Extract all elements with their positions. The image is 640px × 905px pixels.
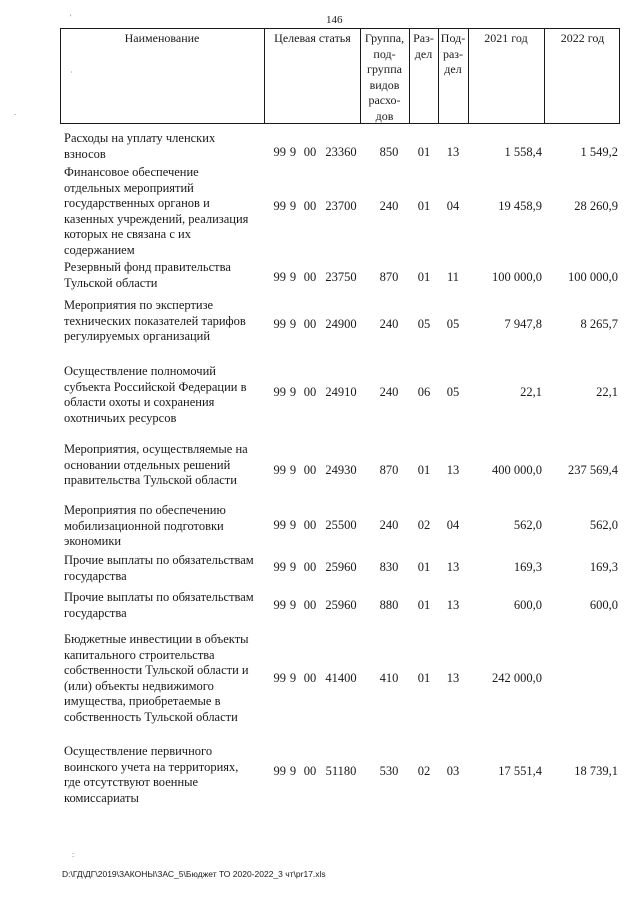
cell-v2021: 242 000,0 (492, 671, 542, 685)
cell-p4: 24910 (325, 385, 357, 399)
cell-p4: 51180 (325, 764, 357, 778)
row-name-line: Финансовое обеспечение (64, 165, 199, 179)
cell-v2021: 19 458,9 (498, 199, 542, 213)
cell-p3: 00 (303, 270, 317, 284)
cell-group: 530 (379, 764, 399, 778)
row-name-line: собственности Тульской области и (64, 663, 249, 678)
header-razdel (409, 31, 438, 62)
cell-podrazdel: 13 (446, 671, 460, 685)
cell-group: 240 (379, 385, 399, 399)
row-name-line: Мероприятия, осуществляемые на (64, 442, 248, 456)
cell-p2: 9 (289, 270, 297, 284)
cell-p2: 9 (289, 199, 297, 213)
cell-p3: 00 (303, 518, 317, 532)
row-name-line: охотничьих ресурсов (64, 410, 177, 425)
row-name (64, 165, 270, 259)
cell-v2021: 17 551,4 (498, 764, 542, 778)
cell-p2: 9 (289, 598, 297, 612)
row-name (64, 590, 270, 621)
row-name-line: отдельных мероприятий (64, 180, 194, 195)
cell-podrazdel: 13 (446, 463, 460, 477)
row-name (64, 364, 270, 426)
cell-p2: 9 (289, 317, 297, 331)
cell-p4: 23750 (325, 270, 357, 284)
header-name: Наименование (124, 31, 200, 45)
cell-p2: 9 (289, 145, 297, 159)
header-podrazdel (438, 31, 468, 78)
row-name-line: экономики (64, 534, 122, 549)
cell-p2: 9 (289, 671, 297, 685)
cell-razdel: 01 (417, 145, 431, 159)
cell-v2021: 1 558,4 (504, 145, 542, 159)
row-name-line: (или) объекты недвижимого (64, 678, 214, 693)
cell-razdel: 01 (417, 598, 431, 612)
cell-p4: 25960 (325, 598, 357, 612)
header-2022: 2022 год (560, 31, 605, 45)
footer-file-path: D:\ГД\ДГ\2019\ЗАКОНЫ\ЗАС_5\Бюджет ТО 2020-2022_3 чт\pr17.xls (62, 869, 326, 879)
row-name-line: Осуществление первичного (64, 744, 213, 758)
header-line: группа (367, 62, 402, 76)
row-name-line: имущества, приобретаемые в (64, 694, 221, 709)
row-name (64, 503, 270, 550)
row-name-line: правительства Тульской области (64, 473, 237, 488)
row-name (64, 131, 270, 162)
cell-p4: 23360 (325, 145, 357, 159)
page-number: 146 (326, 14, 343, 26)
cell-p1: 99 (273, 764, 286, 778)
row-name (64, 744, 270, 806)
cell-p1: 99 (273, 270, 286, 284)
cell-v2021: 400 000,0 (492, 463, 542, 477)
cell-p2: 9 (289, 385, 297, 399)
cell-group: 870 (379, 463, 399, 477)
cell-p2: 9 (289, 560, 297, 574)
header-line: дел (444, 62, 462, 76)
cell-p1: 99 (273, 598, 286, 612)
row-name-line: субъекта Российской Федерации в (64, 379, 247, 394)
row-name-line: собственность Тульской области (64, 709, 238, 724)
cell-v2022: 237 569,4 (568, 463, 618, 477)
row-name-line: Прочие выплаты по обязательствам (64, 553, 254, 567)
cell-v2022: 1 549,2 (580, 145, 618, 159)
cell-razdel: 02 (417, 518, 431, 532)
cell-p4: 24900 (325, 317, 357, 331)
cell-group: 240 (379, 317, 399, 331)
row-name-line: комиссариаты (64, 790, 139, 805)
cell-podrazdel: 03 (446, 764, 460, 778)
cell-v2022: 18 739,1 (574, 764, 618, 778)
header-line: дов (375, 108, 394, 123)
cell-group: 240 (379, 199, 399, 213)
header-2021: 2021 год (484, 31, 528, 45)
scan-speck: . (14, 108, 16, 117)
row-name-line: основании отдельных решений (64, 457, 231, 472)
header-target: Целевая статья (274, 31, 351, 45)
cell-podrazdel: 04 (446, 518, 460, 532)
cell-razdel: 01 (417, 560, 431, 574)
cell-group: 870 (379, 270, 399, 284)
table-header (60, 28, 620, 124)
cell-p3: 00 (303, 671, 317, 685)
row-name-line: которых не связана с их (64, 227, 191, 242)
cell-v2021: 562,0 (513, 518, 542, 532)
cell-group: 240 (379, 518, 399, 532)
cell-p3: 00 (303, 560, 317, 574)
cell-razdel: 06 (417, 385, 431, 399)
cell-v2022: 28 260,9 (574, 199, 618, 213)
cell-group: 880 (379, 598, 399, 612)
cell-v2021: 100 000,0 (492, 270, 542, 284)
cell-p3: 00 (303, 199, 317, 213)
cell-podrazdel: 05 (446, 317, 460, 331)
row-name-line: Резервный фонд правительства (64, 260, 231, 274)
cell-p1: 99 (273, 199, 286, 213)
cell-group: 850 (379, 145, 399, 159)
cell-v2021: 600,0 (513, 598, 542, 612)
cell-p3: 00 (303, 463, 317, 477)
cell-p4: 25500 (325, 518, 357, 532)
row-name-line: государственных органов и (64, 196, 210, 211)
cell-v2022: 169,3 (589, 560, 618, 574)
cell-p1: 99 (273, 145, 286, 159)
header-line: Группа, (364, 31, 405, 45)
cell-p2: 9 (289, 764, 297, 778)
cell-p4: 41400 (325, 671, 357, 685)
row-name-line: Тульской области (64, 275, 158, 290)
cell-p3: 00 (303, 385, 317, 399)
row-name-line: взносов (64, 146, 106, 161)
row-name (64, 298, 270, 345)
row-name (64, 442, 270, 489)
cell-p3: 00 (303, 598, 317, 612)
cell-p1: 99 (273, 385, 286, 399)
cell-razdel: 01 (417, 671, 431, 685)
cell-p2: 9 (289, 463, 297, 477)
cell-podrazdel: 11 (446, 270, 460, 284)
cell-p4: 23700 (325, 199, 357, 213)
cell-v2021: 22,1 (520, 385, 542, 399)
cell-razdel: 05 (417, 317, 431, 331)
header-line: расхо- (368, 93, 401, 107)
header-border-bottom (60, 123, 620, 124)
cell-podrazdel: 05 (446, 385, 460, 399)
header-line: видов (369, 77, 400, 92)
row-name-line: содержанием (64, 242, 135, 257)
row-name-line: Прочие выплаты по обязательствам (64, 590, 254, 604)
scan-speck: : (72, 850, 75, 859)
cell-p3: 00 (303, 764, 317, 778)
row-name-line: мобилизационной подготовки (64, 518, 224, 533)
cell-razdel: 01 (417, 199, 431, 213)
row-name-line: государства (64, 568, 127, 583)
row-name-line: Бюджетные инвестиции в объекты (64, 632, 249, 646)
row-name-line: государства (64, 605, 127, 620)
cell-p1: 99 (273, 518, 286, 532)
cell-v2022: 8 265,7 (580, 317, 618, 331)
cell-podrazdel: 13 (446, 598, 460, 612)
header-line: Раз- (413, 31, 434, 45)
cell-p2: 9 (289, 518, 297, 532)
cell-group: 830 (379, 560, 399, 574)
cell-p3: 00 (303, 145, 317, 159)
cell-podrazdel: 13 (446, 560, 460, 574)
cell-v2022: 100 000,0 (568, 270, 618, 284)
cell-v2021: 169,3 (513, 560, 542, 574)
row-name-line: Мероприятия по обеспечению (64, 503, 226, 517)
cell-podrazdel: 13 (446, 145, 460, 159)
cell-razdel: 02 (417, 764, 431, 778)
row-name (64, 632, 270, 726)
row-name-line: Осуществление полномочий (64, 364, 216, 378)
row-name-line: Расходы на уплату членских (64, 131, 216, 145)
header-group (360, 31, 409, 124)
cell-p1: 99 (273, 560, 286, 574)
cell-v2022: 22,1 (596, 385, 618, 399)
header-line: под- (373, 46, 396, 61)
row-name (64, 260, 270, 291)
row-name-line: казенных учреждений, реализация (64, 211, 249, 226)
cell-p3: 00 (303, 317, 317, 331)
cell-v2022: 562,0 (589, 518, 618, 532)
cell-p4: 25960 (325, 560, 357, 574)
cell-podrazdel: 04 (446, 199, 460, 213)
cell-p1: 99 (273, 317, 286, 331)
cell-group: 410 (379, 671, 399, 685)
cell-razdel: 01 (417, 463, 431, 477)
row-name-line: Мероприятия по экспертизе (64, 298, 214, 312)
cell-v2022: 600,0 (589, 598, 618, 612)
row-name-line: области охоты и сохранения (64, 395, 215, 410)
cell-p1: 99 (273, 463, 286, 477)
header-line: раз- (442, 46, 464, 61)
header-line: Под- (440, 31, 466, 45)
cell-razdel: 01 (417, 270, 431, 284)
scan-speck: · (70, 68, 73, 77)
header-line: дел (414, 46, 433, 61)
scan-speck: ' (70, 13, 72, 22)
row-name-line: технических показателей тарифов (64, 313, 246, 328)
cell-p4: 24930 (325, 463, 357, 477)
cell-v2021: 7 947,8 (504, 317, 542, 331)
header-border-top (60, 28, 620, 29)
row-name-line: где отсутствуют военные (64, 775, 199, 790)
row-name-line: регулируемых организаций (64, 329, 211, 344)
row-name-line: капитального строительства (64, 647, 215, 662)
row-name-line: воинского учета на территориях, (64, 759, 239, 774)
row-name (64, 553, 270, 584)
cell-p1: 99 (273, 671, 286, 685)
